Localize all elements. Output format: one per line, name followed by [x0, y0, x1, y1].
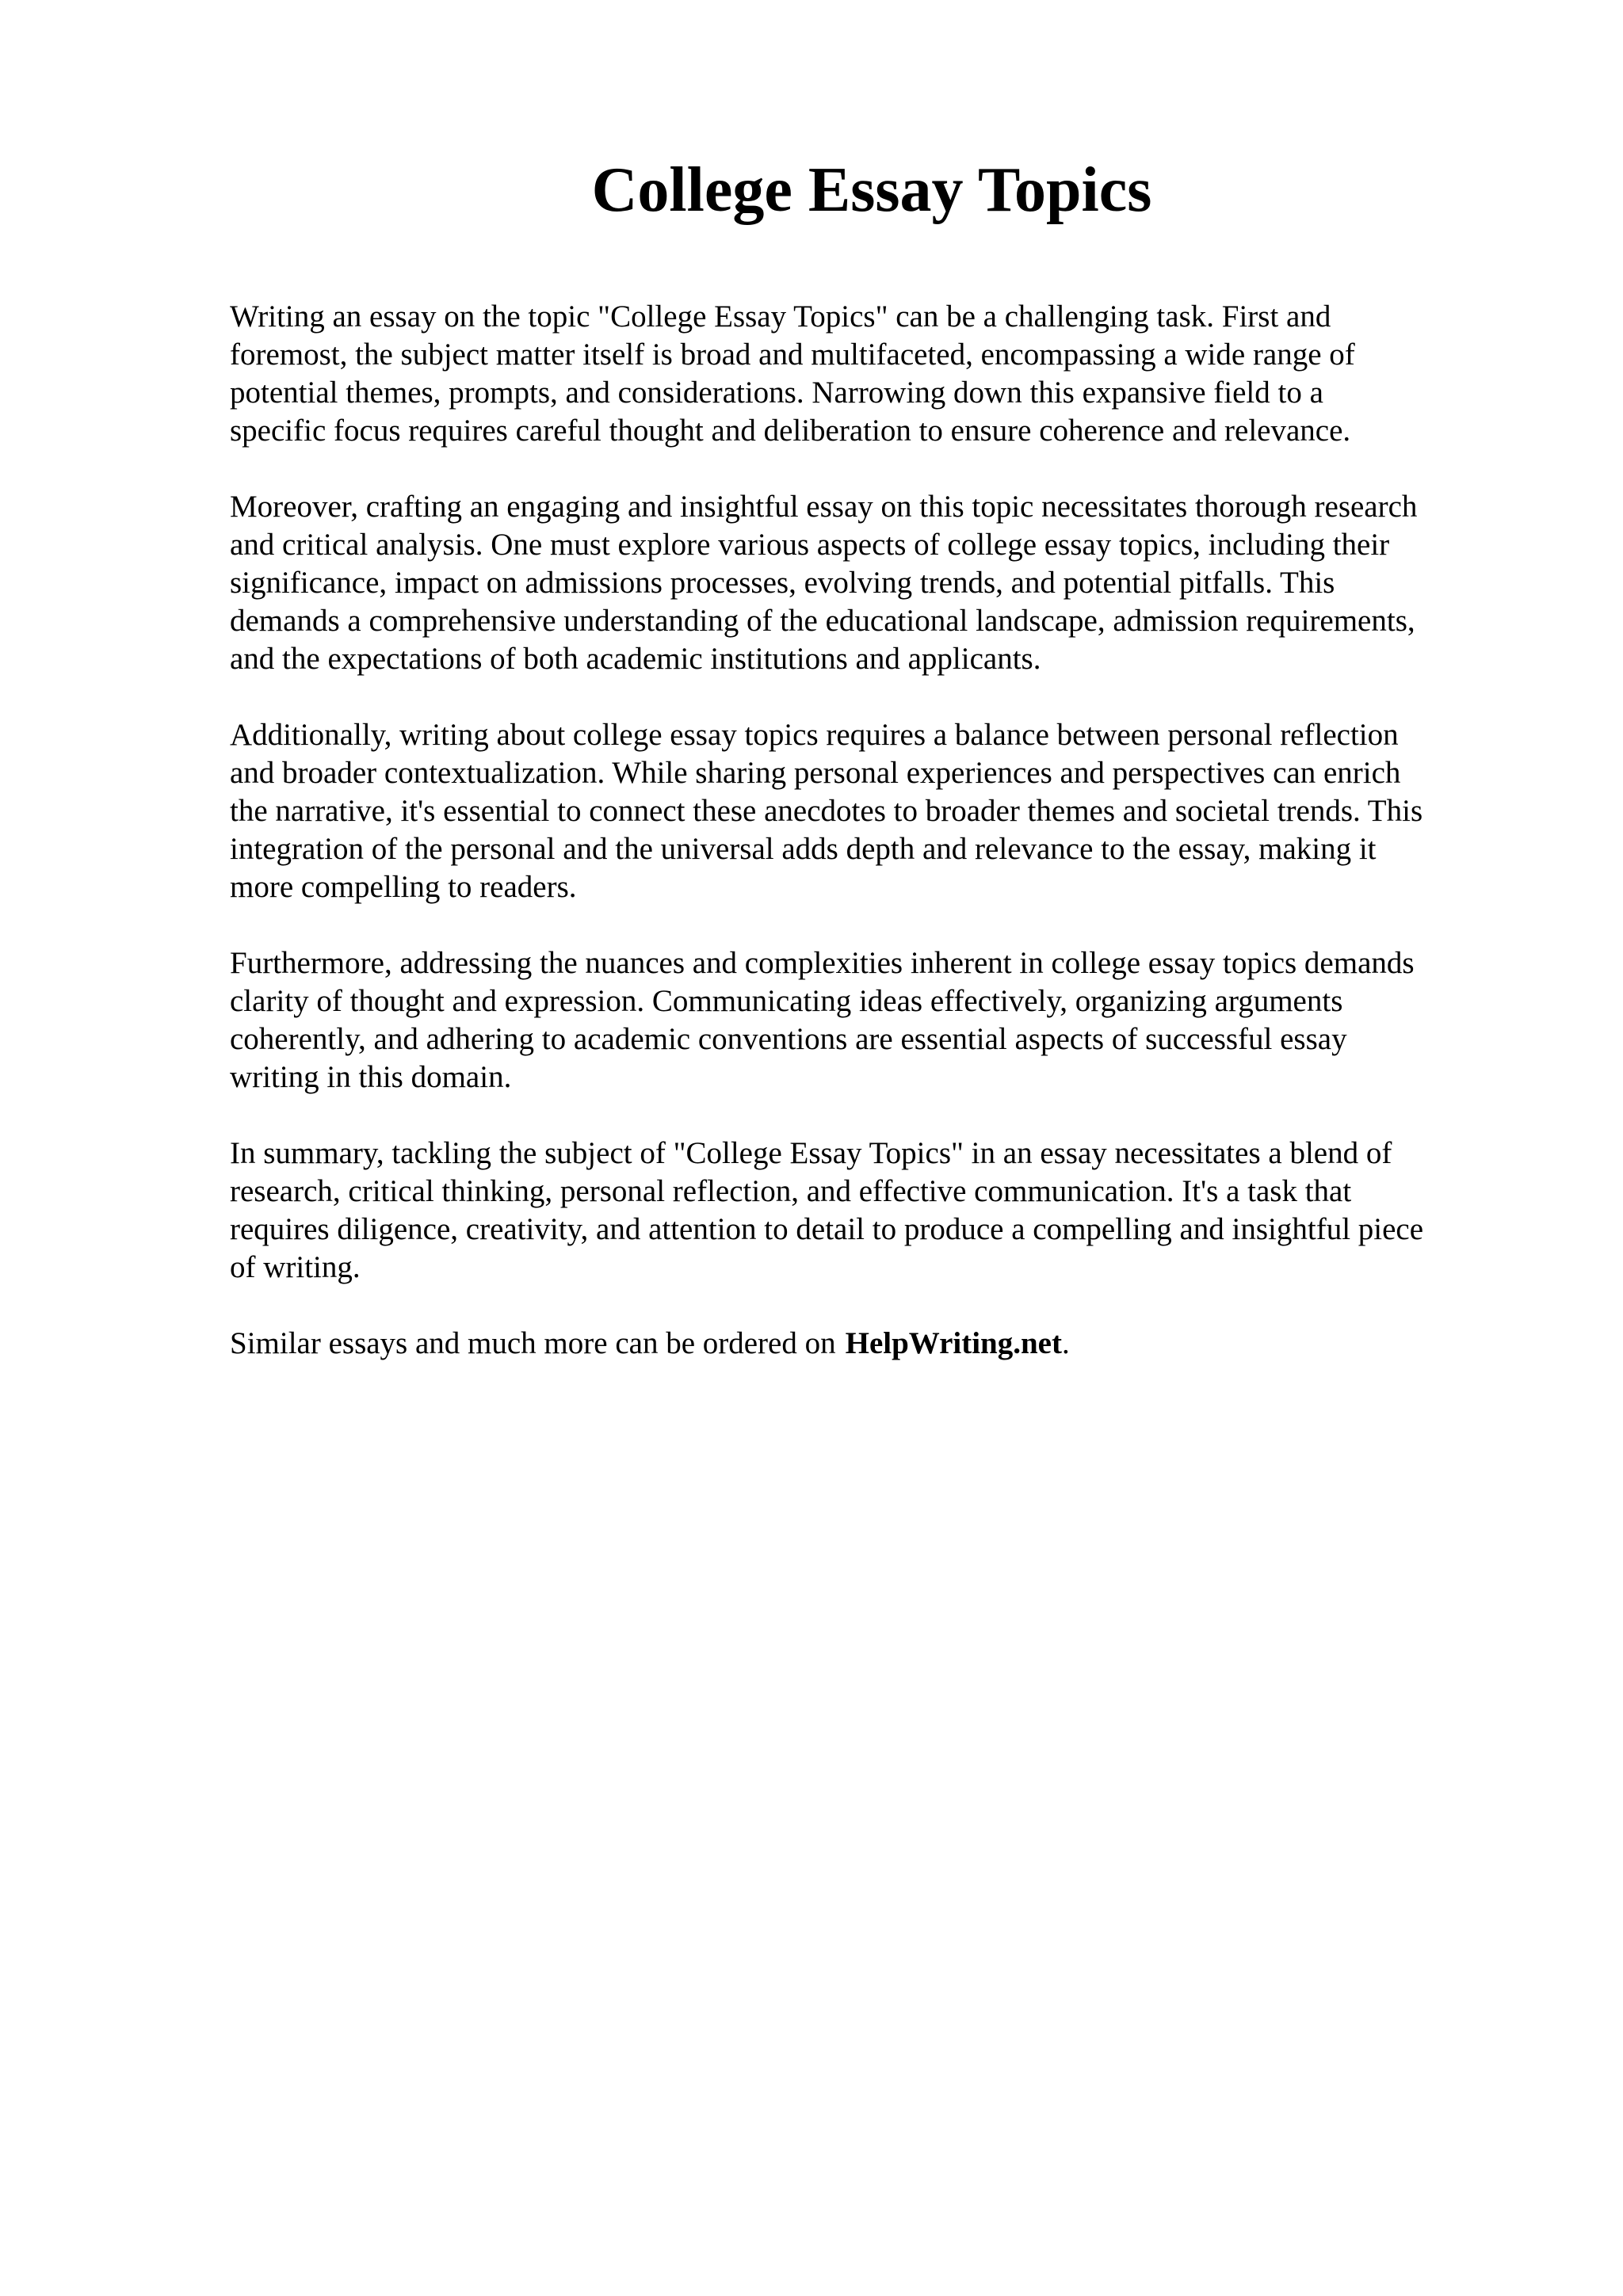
paragraph-line: and the expectations of both academic institutions and applicants.: [230, 642, 1041, 676]
footer-text: Similar essays and much more can be ordered on: [230, 1326, 836, 1360]
footer-period: .: [1061, 1326, 1070, 1360]
paragraph-line: more compelling to readers.: [230, 870, 577, 904]
paragraph-line: integration of the personal and the universal adds depth and relevance to the essay, making it: [230, 832, 1377, 866]
paragraph-3: [230, 716, 1514, 906]
paragraph-line: writing in this domain.: [230, 1060, 512, 1094]
document-body: [230, 298, 1514, 1363]
paragraph-4: [230, 944, 1514, 1097]
paragraph-line: and critical analysis. One must explore various aspects of college essay topics, including their: [230, 528, 1390, 562]
paragraph-line: In summary, tackling the subject of "College Essay Topics" in an essay necessitates a blend of: [230, 1136, 1392, 1170]
paragraph-line: of writing.: [230, 1250, 361, 1284]
paragraph-line: Writing an essay on the topic "College Essay Topics" can be a challenging task. First and: [230, 299, 1331, 334]
paragraph-line: potential themes, prompts, and considerations. Narrowing down this expansive field to a: [230, 376, 1323, 410]
paragraph-line: demands a comprehensive understanding of the educational landscape, admission requirements,: [230, 604, 1415, 638]
brand-name: HelpWriting.net: [845, 1326, 1062, 1360]
paragraph-line: and broader contextualization. While sharing personal experiences and perspectives can enrich: [230, 756, 1401, 790]
paragraph-5: [230, 1135, 1514, 1287]
paragraph-2: [230, 488, 1514, 678]
paragraph-line: specific focus requires careful thought and deliberation to ensure coherence and relevance.: [230, 414, 1351, 448]
paragraph-line: foremost, the subject matter itself is broad and multifaceted, encompassing a wide range of: [230, 338, 1355, 372]
paragraph-line: coherently, and adhering to academic conventions are essential aspects of successful essay: [230, 1022, 1347, 1056]
paragraph-line: research, critical thinking, personal reflection, and effective communication. It's a task that: [230, 1174, 1352, 1208]
paragraph-1: [230, 298, 1514, 450]
paragraph-line: requires diligence, creativity, and attention to detail to produce a compelling and insightful piece: [230, 1212, 1424, 1246]
paragraph-line: Additionally, writing about college essay topics requires a balance between personal reflection: [230, 718, 1399, 752]
paragraph-line: Furthermore, addressing the nuances and complexities inherent in college essay topics demands: [230, 946, 1415, 980]
page-title: College Essay Topics: [591, 155, 1152, 225]
paragraph-line: the narrative, it's essential to connect these anecdotes to broader themes and societal trends. This: [230, 794, 1423, 828]
paragraph-line: significance, impact on admissions processes, evolving trends, and potential pitfalls. This: [230, 566, 1335, 600]
paragraph-line: Moreover, crafting an engaging and insightful essay on this topic necessitates thorough research: [230, 490, 1418, 524]
footer-promo: [230, 1325, 1514, 1363]
paragraph-line: clarity of thought and expression. Communicating ideas effectively, organizing arguments: [230, 984, 1343, 1018]
